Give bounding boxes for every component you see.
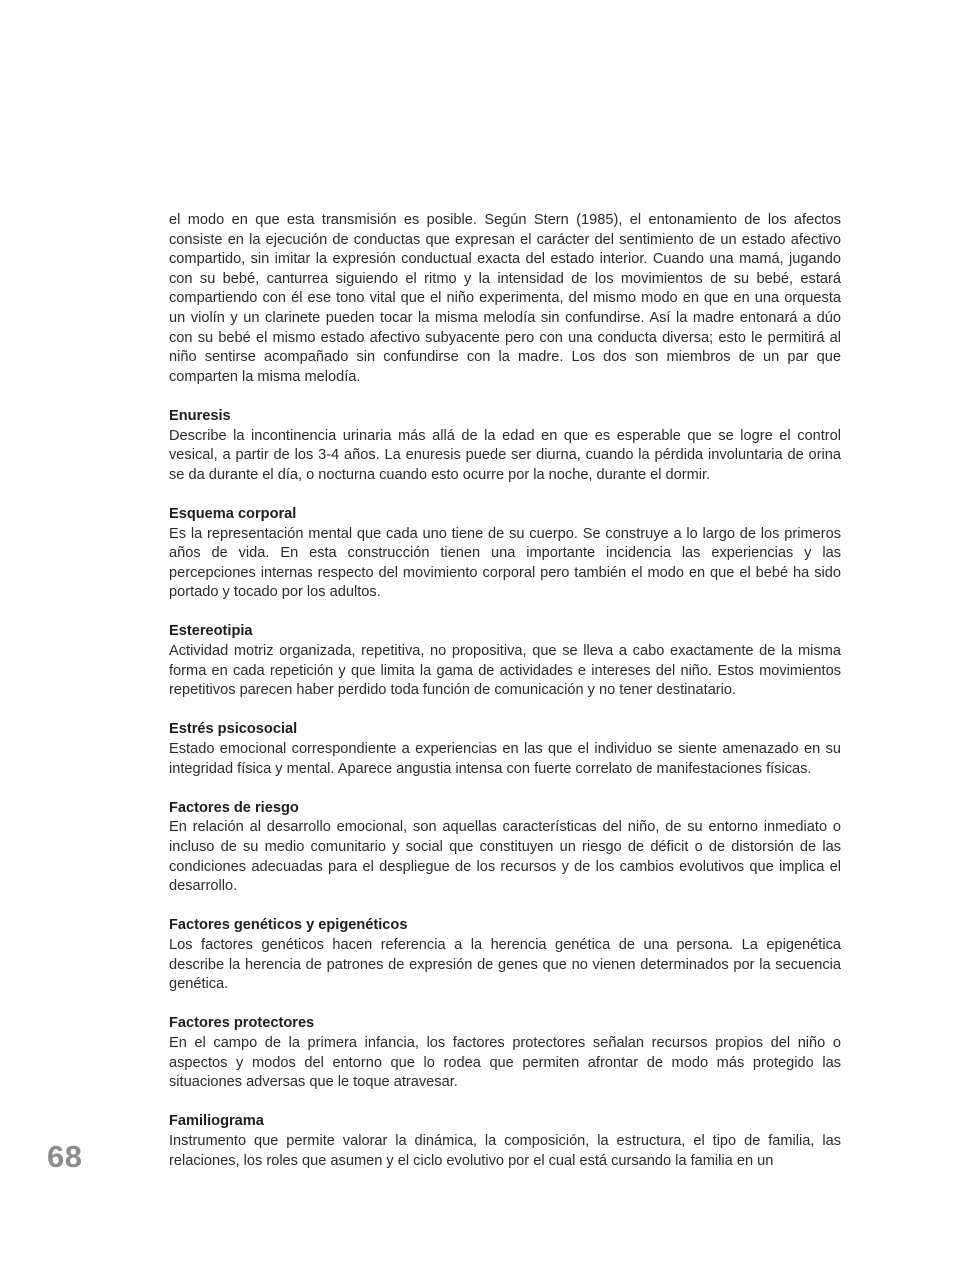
entry-term: Familiograma	[169, 1113, 264, 1130]
entry-definition: Es la representación mental que cada uno tiene de su cuerpo. Se construye a lo largo de los primeros años de vida. En esta construcción tienen una importante incidencia las experiencias y las percepciones internas respecto del movimiento corporal pero también el modo en que el bebé ha sido portado y tocado por los adultos.	[169, 525, 841, 601]
glossary-entry-familiograma	[169, 1112, 841, 1171]
entry-definition: Los factores genéticos hacen referencia a la herencia genética de una persona. La epigenética describe la herencia de patrones de expresión de genes que no vienen determinados por la secuencia genética.	[169, 936, 841, 993]
entry-term: Factores genéticos y epigenéticos	[169, 917, 408, 934]
entry-definition: En relación al desarrollo emocional, son aquellas características del niño, de su entorno inmediato o incluso de su medio comunitario y social que constituyen un riesgo de déficit o de distorsión de las condiciones adecuadas para el despliegue de los recursos y de los cambios evolutivos que implica el desarrollo.	[169, 819, 841, 895]
entry-definition: Describe la incontinencia urinaria más allá de la edad en que es esperable que se logre el control vesical, a partir de los 3-4 años. La enuresis puede ser diurna, cuando la pérdida involuntaria de orina se da durante el día, o nocturna cuando esto ocurre por la noche, durante el dormir.	[169, 427, 841, 483]
glossary-entry-esquema-corporal	[169, 505, 841, 603]
glossary-entry-factores-de-riesgo	[169, 799, 841, 897]
entry-definition: En el campo de la primera infancia, los factores protectores señalan recursos propios del niño o aspectos y modos del entorno que lo rodea que permiten afrontar de modo más protegido las situaciones adversas que le toque atravesar.	[169, 1034, 841, 1091]
glossary-entry-estereotipia	[169, 622, 841, 700]
entry-term: Enuresis	[169, 407, 231, 424]
intro-paragraph: el modo en que esta transmisión es posible. Según Stern (1985), el entonamiento de los afectos consiste en la ejecución de conductas que expresan el carácter del sentimiento de un estado afectivo compartido, sin imitar la expresión conductual exacta del estado interior. Cuando una mamá, jugando con su bebé, canturrea siguiendo el ritmo y la intensidad de los movimientos de su bebé, estará compartiendo con él ese tono vital que el niño experimenta, del mismo modo en que en una orquesta un violín y un clarinete pueden tocar la misma melodía sin confundirse. Así la madre entonará a dúo con su bebé el mismo estado afectivo subyacente pero con una conducta diversa; esto le permitirá al niño sentirse acompañado sin confundirse con la madre. Los dos son miembros de un par que comparten la misma melodía.	[169, 212, 841, 385]
glossary-entry-estres-psicosocial	[169, 720, 841, 779]
entry-term: Factores de riesgo	[169, 799, 299, 816]
entry-term: Esquema corporal	[169, 505, 297, 522]
glossary-entry-factores-protectores	[169, 1014, 841, 1092]
entry-definition: Estado emocional correspondiente a experiencias en las que el individuo se siente amenazado en su integridad física y mental. Aparece angustia intensa con fuerte correlato de manifestaciones físicas.	[169, 741, 841, 777]
glossary-entry-factores-geneticos	[169, 916, 841, 994]
entry-term: Estrés psicosocial	[169, 721, 298, 738]
entry-definition: Actividad motriz organizada, repetitiva, no propositiva, que se lleva a cabo exactamente de la misma forma en cada repetición y que limita la gama de actividades e intereses del niño. Estos movimientos repetitivos parecen haber perdido toda función de comunicación y no tener destinatario.	[169, 643, 841, 699]
entry-term: Estereotipia	[169, 623, 253, 640]
glossary-body	[169, 211, 841, 1171]
page-number: 68	[47, 1139, 83, 1174]
entry-term: Factores protectores	[169, 1015, 315, 1032]
glossary-entry-enuresis	[169, 407, 841, 485]
entry-definition: Instrumento que permite valorar la dinámica, la composición, la estructura, el tipo de familia, las relaciones, los roles que asumen y el ciclo evolutivo por el cual está cursando la familia en un	[169, 1132, 841, 1169]
